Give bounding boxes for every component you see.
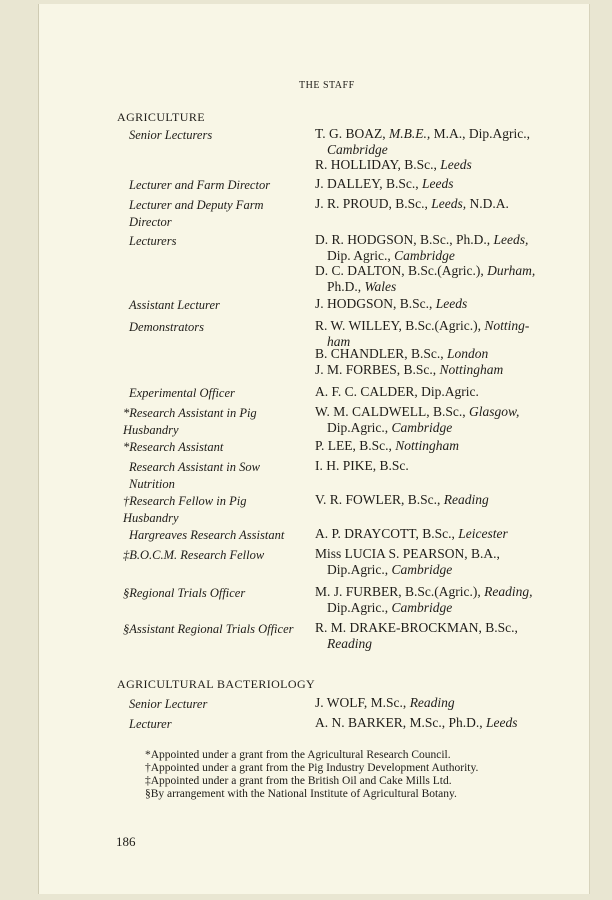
staff-name: W. M. CALDWELL, B.Sc., Glasgow, Dip.Agric., Cambridge [315, 404, 520, 435]
staff-name: I. H. PIKE, B.Sc. [315, 458, 409, 473]
staff-name: M. J. FURBER, B.Sc.(Agric.), Reading, Dip.Agric., Cambridge [315, 584, 533, 615]
footnote: ‡Appointed under a grant from the British Oil and Cake Mills Ltd. [145, 775, 452, 787]
role-label: Hargreaves Research Assistant [129, 528, 285, 542]
role-label: Lecturers [129, 234, 177, 248]
staff-name: A. N. BARKER, M.Sc., Ph.D., Leeds [315, 715, 518, 730]
footnote: §By arrangement with the National Institute of Agricultural Botany. [145, 788, 457, 800]
section-heading-bacteriology: AGRICULTURAL BACTERIOLOGY [117, 677, 316, 691]
staff-name: J. HODGSON, B.Sc., Leeds [315, 296, 468, 311]
staff-name: J. WOLF, M.Sc., Reading [315, 695, 455, 710]
staff-name: J. M. FORBES, B.Sc., Nottingham [315, 362, 504, 377]
staff-name: A. F. C. CALDER, Dip.Agric. [315, 384, 479, 399]
staff-name: D. C. DALTON, B.Sc.(Agric.), Durham, Ph.D., Wales [315, 263, 536, 294]
role-label: §Regional Trials Officer [123, 586, 246, 600]
role-label: Assistant Lecturer [129, 298, 220, 312]
role-label: *Research Assistant in Pig Husbandry [123, 406, 257, 437]
role-label: Research Assistant in Sow Nutrition [129, 460, 260, 491]
staff-name: P. LEE, B.Sc., Nottingham [315, 438, 460, 453]
footnote: †Appointed under a grant from the Pig Industry Development Authority. [145, 762, 479, 774]
role-label: Experimental Officer [129, 386, 235, 400]
role-label: Lecturer and Farm Director [129, 178, 271, 192]
page-title: THE STAFF [299, 80, 355, 91]
staff-name: R. HOLLIDAY, B.Sc., Leeds [315, 157, 472, 172]
staff-name: A. P. DRAYCOTT, B.Sc., Leicester [315, 526, 508, 541]
staff-name: J. DALLEY, B.Sc., Leeds [315, 176, 454, 191]
role-label: ‡B.O.C.M. Research Fellow [123, 548, 265, 562]
staff-name: B. CHANDLER, B.Sc., London [315, 346, 489, 361]
role-label: Lecturer and Deputy Farm Director [129, 198, 264, 229]
staff-name: J. R. PROUD, B.Sc., Leeds, N.D.A. [315, 196, 509, 211]
role-label: †Research Fellow in Pig Husbandry [123, 494, 247, 525]
staff-name: T. G. BOAZ, M.B.E., M.A., Dip.Agric., Cambridge [315, 126, 530, 157]
staff-name: V. R. FOWLER, B.Sc., Reading [315, 492, 489, 507]
staff-name: R. M. DRAKE-BROCKMAN, B.Sc., Reading [315, 620, 518, 651]
role-label: *Research Assistant [123, 440, 224, 454]
staff-name: Miss LUCIA S. PEARSON, B.A., Dip.Agric., Cambridge [315, 546, 500, 577]
staff-name: R. W. WILLEY, B.Sc.(Agric.), Notting- ham [315, 318, 530, 349]
section-heading-agriculture: AGRICULTURE [117, 110, 205, 124]
role-label: Senior Lecturers [129, 128, 213, 142]
role-label: Demonstrators [129, 320, 205, 334]
page-number: 186 [116, 834, 136, 849]
staff-name: D. R. HODGSON, B.Sc., Ph.D., Leeds, Dip. Agric., Cambridge [315, 232, 529, 263]
role-label: §Assistant Regional Trials Officer [123, 622, 294, 636]
role-label: Senior Lecturer [129, 697, 208, 711]
role-label: Lecturer [129, 717, 172, 731]
footnote: *Appointed under a grant from the Agricultural Research Council. [145, 749, 451, 761]
